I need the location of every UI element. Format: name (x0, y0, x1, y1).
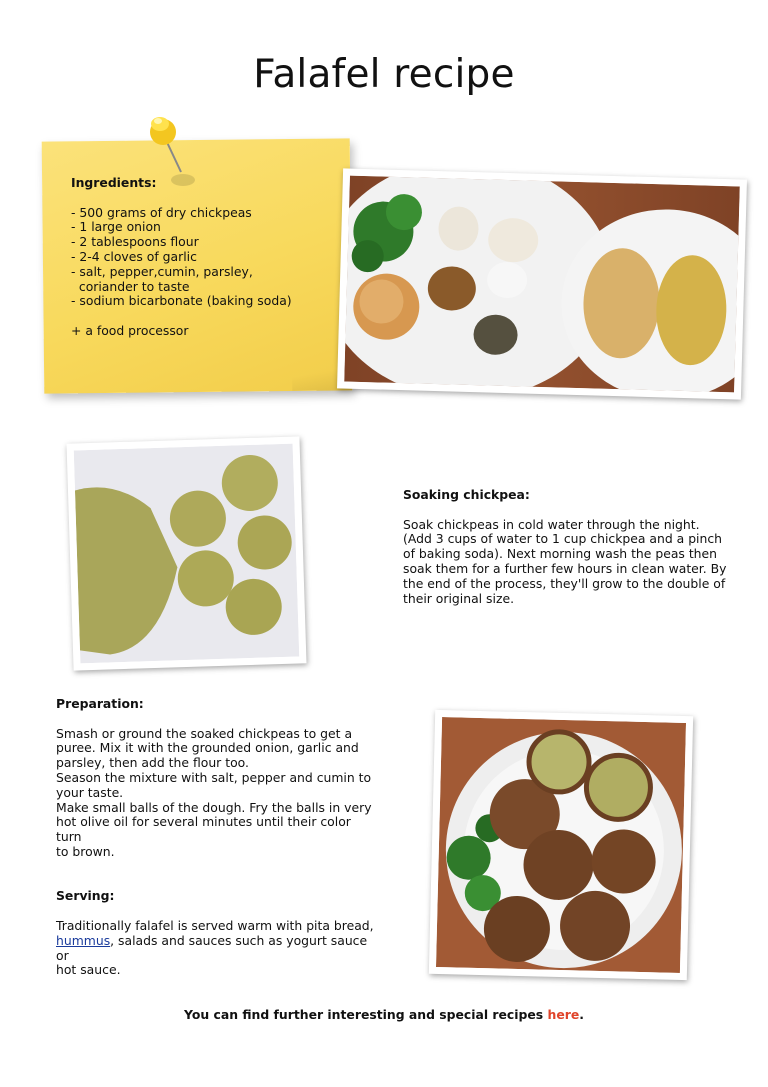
soaking-line: Soak chickpeas in cold water through the night. (403, 516, 700, 532)
footer-here-link[interactable]: here (547, 1007, 580, 1022)
preparation-line: to brown. (56, 843, 115, 859)
serving-heading: Serving: (56, 888, 115, 904)
ingredients-photo (337, 168, 747, 399)
serving-line (56, 934, 376, 964)
serving-line-rest: , salads and sauces such as yogurt sauce or (56, 932, 368, 963)
ingredient-item: - sodium bicarbonate (baking soda) (71, 293, 292, 309)
ingredient-extra: + a food processor (71, 322, 189, 338)
preparation-section (56, 697, 376, 978)
soaking-line: their original size. (403, 590, 515, 606)
ingredient-item: coriander to taste (71, 278, 190, 294)
ingredient-item: - 2-4 cloves of garlic (71, 248, 197, 264)
page-title: Falafel recipe (253, 52, 515, 97)
soaking-line: the end of the process, they'll grow to the double of (403, 575, 726, 591)
raw-falafel-photo (66, 436, 306, 670)
hummus-link[interactable]: hummus (56, 932, 111, 948)
soaking-heading: Soaking chickpea: (403, 487, 530, 502)
soaking-line: soak them for a further few hours in clean water. By (403, 560, 727, 576)
ingredient-item: - salt, pepper,cumin, parsley, (71, 263, 253, 279)
serving-line: Traditionally falafel is served warm with pita bread, (56, 917, 374, 933)
ingredient-item: - 500 grams of dry chickpeas (71, 204, 252, 220)
soaking-line: (Add 3 cups of water to 1 cup chickpea and a pinch (403, 531, 723, 547)
footer-text: You can find further interesting and special recipes (184, 1007, 548, 1022)
ingredients-section (71, 176, 341, 339)
preparation-line: puree. Mix it with the grounded onion, garlic and (56, 740, 359, 756)
footer-note (0, 1007, 768, 1022)
preparation-heading: Preparation: (56, 696, 144, 711)
preparation-line: Season the mixture with salt, pepper and cumin to (56, 769, 372, 785)
ingredients-heading: Ingredients: (71, 175, 157, 190)
soaking-section (403, 488, 733, 606)
fried-falafel-photo (429, 710, 693, 980)
ingredient-item: - 1 large onion (71, 219, 161, 235)
footer-end: . (579, 1007, 584, 1022)
soaking-line: of baking soda). Next morning wash the peas then (403, 546, 718, 562)
preparation-line: hot olive oil for several minutes until their color turn (56, 814, 351, 845)
preparation-line: your taste. (56, 784, 124, 800)
preparation-line: parsley, then add the flour too. (56, 755, 249, 771)
preparation-line: Smash or ground the soaked chickpeas to get a (56, 725, 353, 741)
serving-line: hot sauce. (56, 962, 121, 978)
ingredient-item: - 2 tablespoons flour (71, 234, 199, 250)
preparation-line: Make small balls of the dough. Fry the balls in very (56, 799, 372, 815)
